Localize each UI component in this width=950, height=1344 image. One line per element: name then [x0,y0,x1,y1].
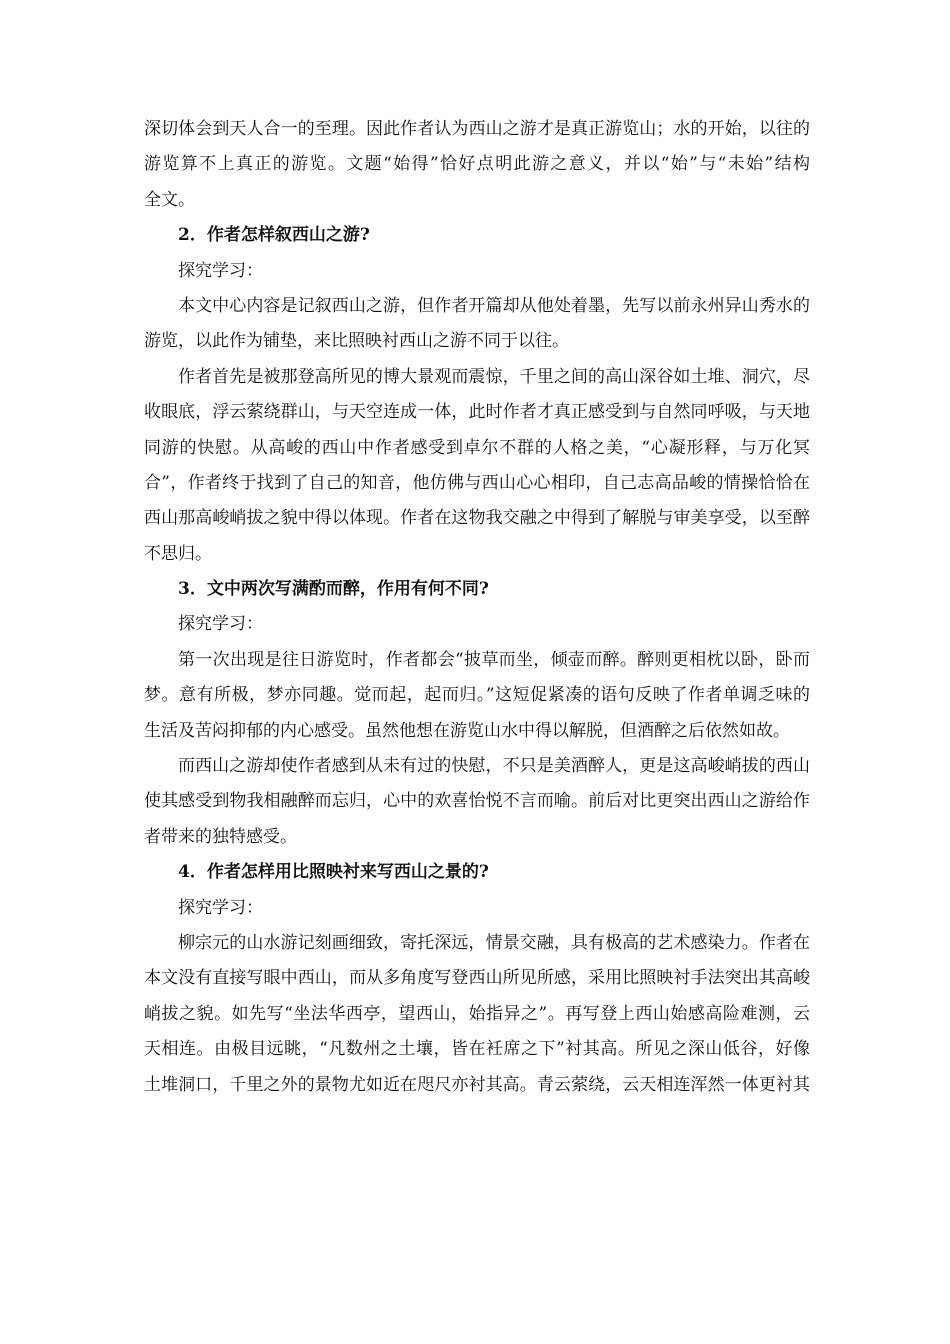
text-line: 峭拔之貌。如先写“坐法华西亭，望西山，始指异之”。再写登上西山始感高险难测，云 [144,1003,810,1024]
text-line: 游览算不上真正的游览。文题“始得”恰好点明此游之意义，并以“始”与“未始”结构 [144,154,810,175]
text-line: 同游的快慰。从高峻的西山中作者感受到卓尔不群的人格之美，“心凝形释，与万化冥 [144,437,810,458]
question-heading: 3．文中两次写满酌而醉，作用有何不同? [178,579,489,600]
text-line: 探究学习： [178,260,263,281]
text-line: 本文没有直接写眼中西山，而从多角度写登西山所见所感，采用比照映衬手法突出其高峻 [144,968,810,989]
text-line: 合”，作者终于找到了自己的知音，他仿佛与西山心心相印，自己志高品峻的情操恰恰在 [144,472,810,493]
text-line: 全文。 [144,189,195,210]
text-line: 西山那高峻峭拔之貌中得以体现。作者在这物我交融之中得到了解脱与审美享受，以至醉 [144,508,810,529]
text-line: 而西山之游却使作者感到从未有过的快慰，不只是美酒醉人，更是这高峻峭拔的西山 [178,756,810,777]
question-heading: 4．作者怎样用比照映衬来写西山之景的? [178,862,489,883]
text-line: 柳宗元的山水游记刻画细致，寄托深远，情景交融，具有极高的艺术感染力。作者在 [178,932,810,953]
document-page [144,112,810,1103]
text-line: 收眼底，浮云萦绕群山，与天空连成一体，此时作者才真正感受到与自然同呼吸，与天地 [144,402,810,423]
text-line: 本文中心内容是记叙西山之游，但作者开篇却从他处着墨，先写以前永州异山秀水的 [178,295,810,316]
text-line: 第一次出现是往日游览时，作者都会“披草而坐，倾壶而醉。醉则更相枕以卧，卧而 [178,649,810,670]
text-line: 梦。意有所极，梦亦同趣。觉而起，起而归。”这短促紧凑的语句反映了作者单调乏味的 [144,685,810,706]
text-line: 使其感受到物我相融醉而忘归，心中的欢喜怡悦不言而喻。前后对比更突出西山之游给作 [144,791,810,812]
text-line: 探究学习： [178,897,263,918]
text-line: 游览，以此作为铺垫，来比照映衬西山之游不同于以往。 [144,331,569,352]
text-line: 天相连。由极目远眺，“凡数州之土壤，皆在衽席之下”衬其高。所见之深山低谷，好像 [144,1039,810,1060]
text-line: 生活及苦闷抑郁的内心感受。虽然他想在游览山水中得以解脱，但酒醉之后依然如故。 [144,720,790,741]
text-line: 者带来的独特感受。 [144,826,297,847]
text-line: 土堆洞口，千里之外的景物尤如近在咫尺亦衬其高。青云萦绕，云天相连浑然一体更衬其 [144,1074,810,1095]
text-line: 探究学习： [178,614,263,635]
question-heading: 2．作者怎样叙西山之游? [178,225,370,246]
text-line: 不思归。 [144,543,212,564]
text-line: 深切体会到天人合一的至理。因此作者认为西山之游才是真正游览山；水的开始，以往的 [144,119,810,139]
text-line: 作者首先是被那登高所见的博大景观而震惊，千里之间的高山深谷如土堆、洞穴，尽 [178,366,810,387]
